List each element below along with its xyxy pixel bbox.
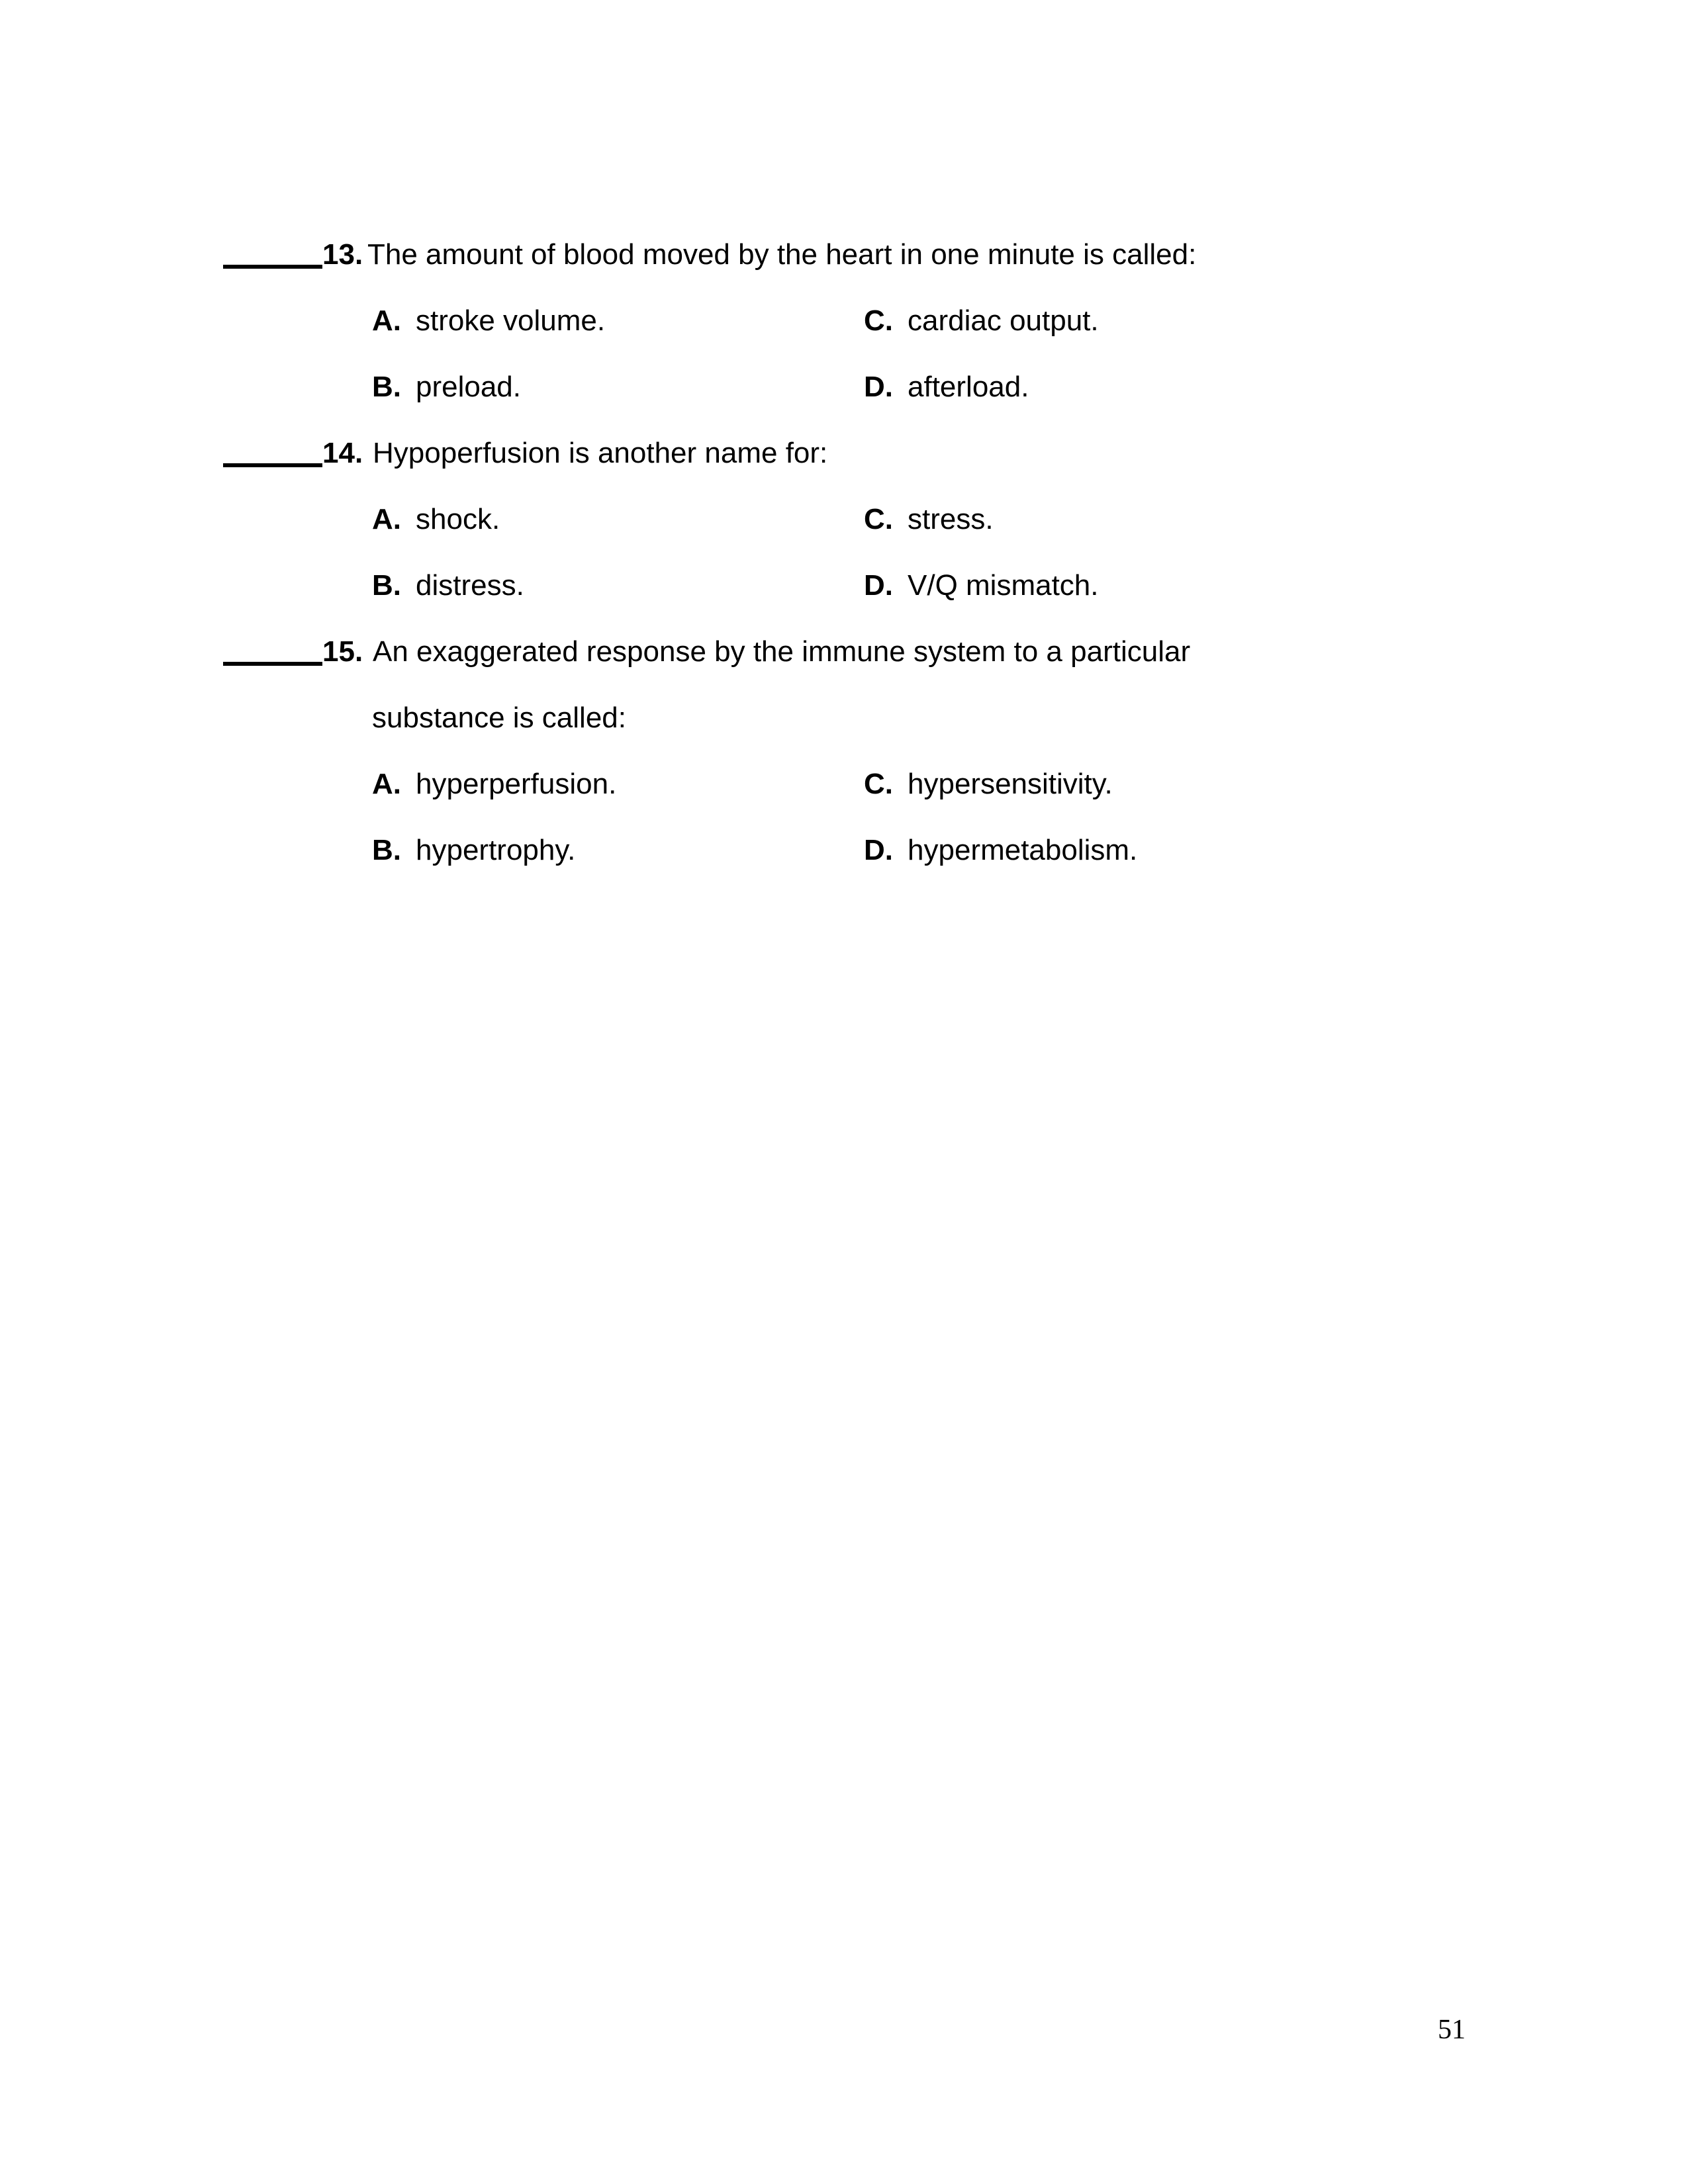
option-letter: A. — [372, 304, 401, 337]
question-14-number: 14. — [322, 437, 363, 469]
question-15 — [223, 619, 1481, 884]
option-text: hyperperfusion. — [416, 768, 617, 800]
question-15-option-c — [864, 751, 1113, 817]
option-letter: C. — [864, 304, 893, 337]
question-14-stem: Hypoperfusion is another name for: — [373, 437, 828, 469]
question-14-option-b — [372, 553, 864, 619]
option-letter: B. — [372, 371, 401, 403]
option-letter: D. — [864, 834, 893, 866]
option-letter: B. — [372, 569, 401, 602]
question-13 — [223, 222, 1481, 420]
question-14-option-a — [372, 486, 864, 553]
option-text: stress. — [908, 503, 994, 535]
option-letter: D. — [864, 569, 893, 602]
option-text: hypermetabolism. — [908, 834, 1138, 866]
question-13-stem: The amount of blood moved by the heart in one minute is called: — [367, 238, 1197, 271]
question-14-stem-line — [223, 420, 1481, 486]
question-14 — [223, 420, 1481, 619]
answer-blank-15 — [223, 638, 322, 666]
question-13-options-row-2 — [372, 354, 1481, 420]
question-14-options-row-2 — [372, 553, 1481, 619]
question-14-option-d — [864, 553, 1099, 619]
question-13-options-row-1 — [372, 288, 1481, 354]
question-13-option-a — [372, 288, 864, 354]
page-number: 51 — [1438, 2015, 1466, 2045]
option-text: hypersensitivity. — [908, 768, 1113, 800]
option-text: hypertrophy. — [416, 834, 576, 866]
question-15-stem-line — [223, 619, 1481, 685]
question-13-number: 13. — [322, 238, 363, 271]
questions-area — [223, 222, 1481, 884]
question-15-option-b — [372, 817, 864, 884]
question-15-stem-continued: substance is called: — [372, 702, 626, 734]
question-13-stem-line — [223, 222, 1481, 288]
question-14-option-c — [864, 486, 994, 553]
question-13-option-c — [864, 288, 1099, 354]
question-15-option-a — [372, 751, 864, 817]
option-text: preload. — [416, 371, 522, 403]
question-15-stem: An exaggerated response by the immune system to a particular — [373, 635, 1191, 668]
question-13-option-b — [372, 354, 864, 420]
question-14-options-row-1 — [372, 486, 1481, 553]
option-letter: A. — [372, 503, 401, 535]
option-letter: A. — [372, 768, 401, 800]
option-text: cardiac output. — [908, 304, 1099, 337]
option-text: distress. — [416, 569, 524, 602]
option-text: V/Q mismatch. — [908, 569, 1099, 602]
option-letter: B. — [372, 834, 401, 866]
option-letter: C. — [864, 768, 893, 800]
answer-blank-14 — [223, 439, 322, 467]
question-15-number: 15. — [322, 635, 363, 668]
option-text: stroke volume. — [416, 304, 606, 337]
option-letter: D. — [864, 371, 893, 403]
question-15-options-row-1 — [372, 751, 1481, 817]
option-text: afterload. — [908, 371, 1029, 403]
question-15-option-d — [864, 817, 1137, 884]
question-15-options-row-2 — [372, 817, 1481, 884]
option-letter: C. — [864, 503, 893, 535]
answer-blank-13 — [223, 241, 322, 269]
question-13-option-d — [864, 354, 1029, 420]
option-text: shock. — [416, 503, 500, 535]
